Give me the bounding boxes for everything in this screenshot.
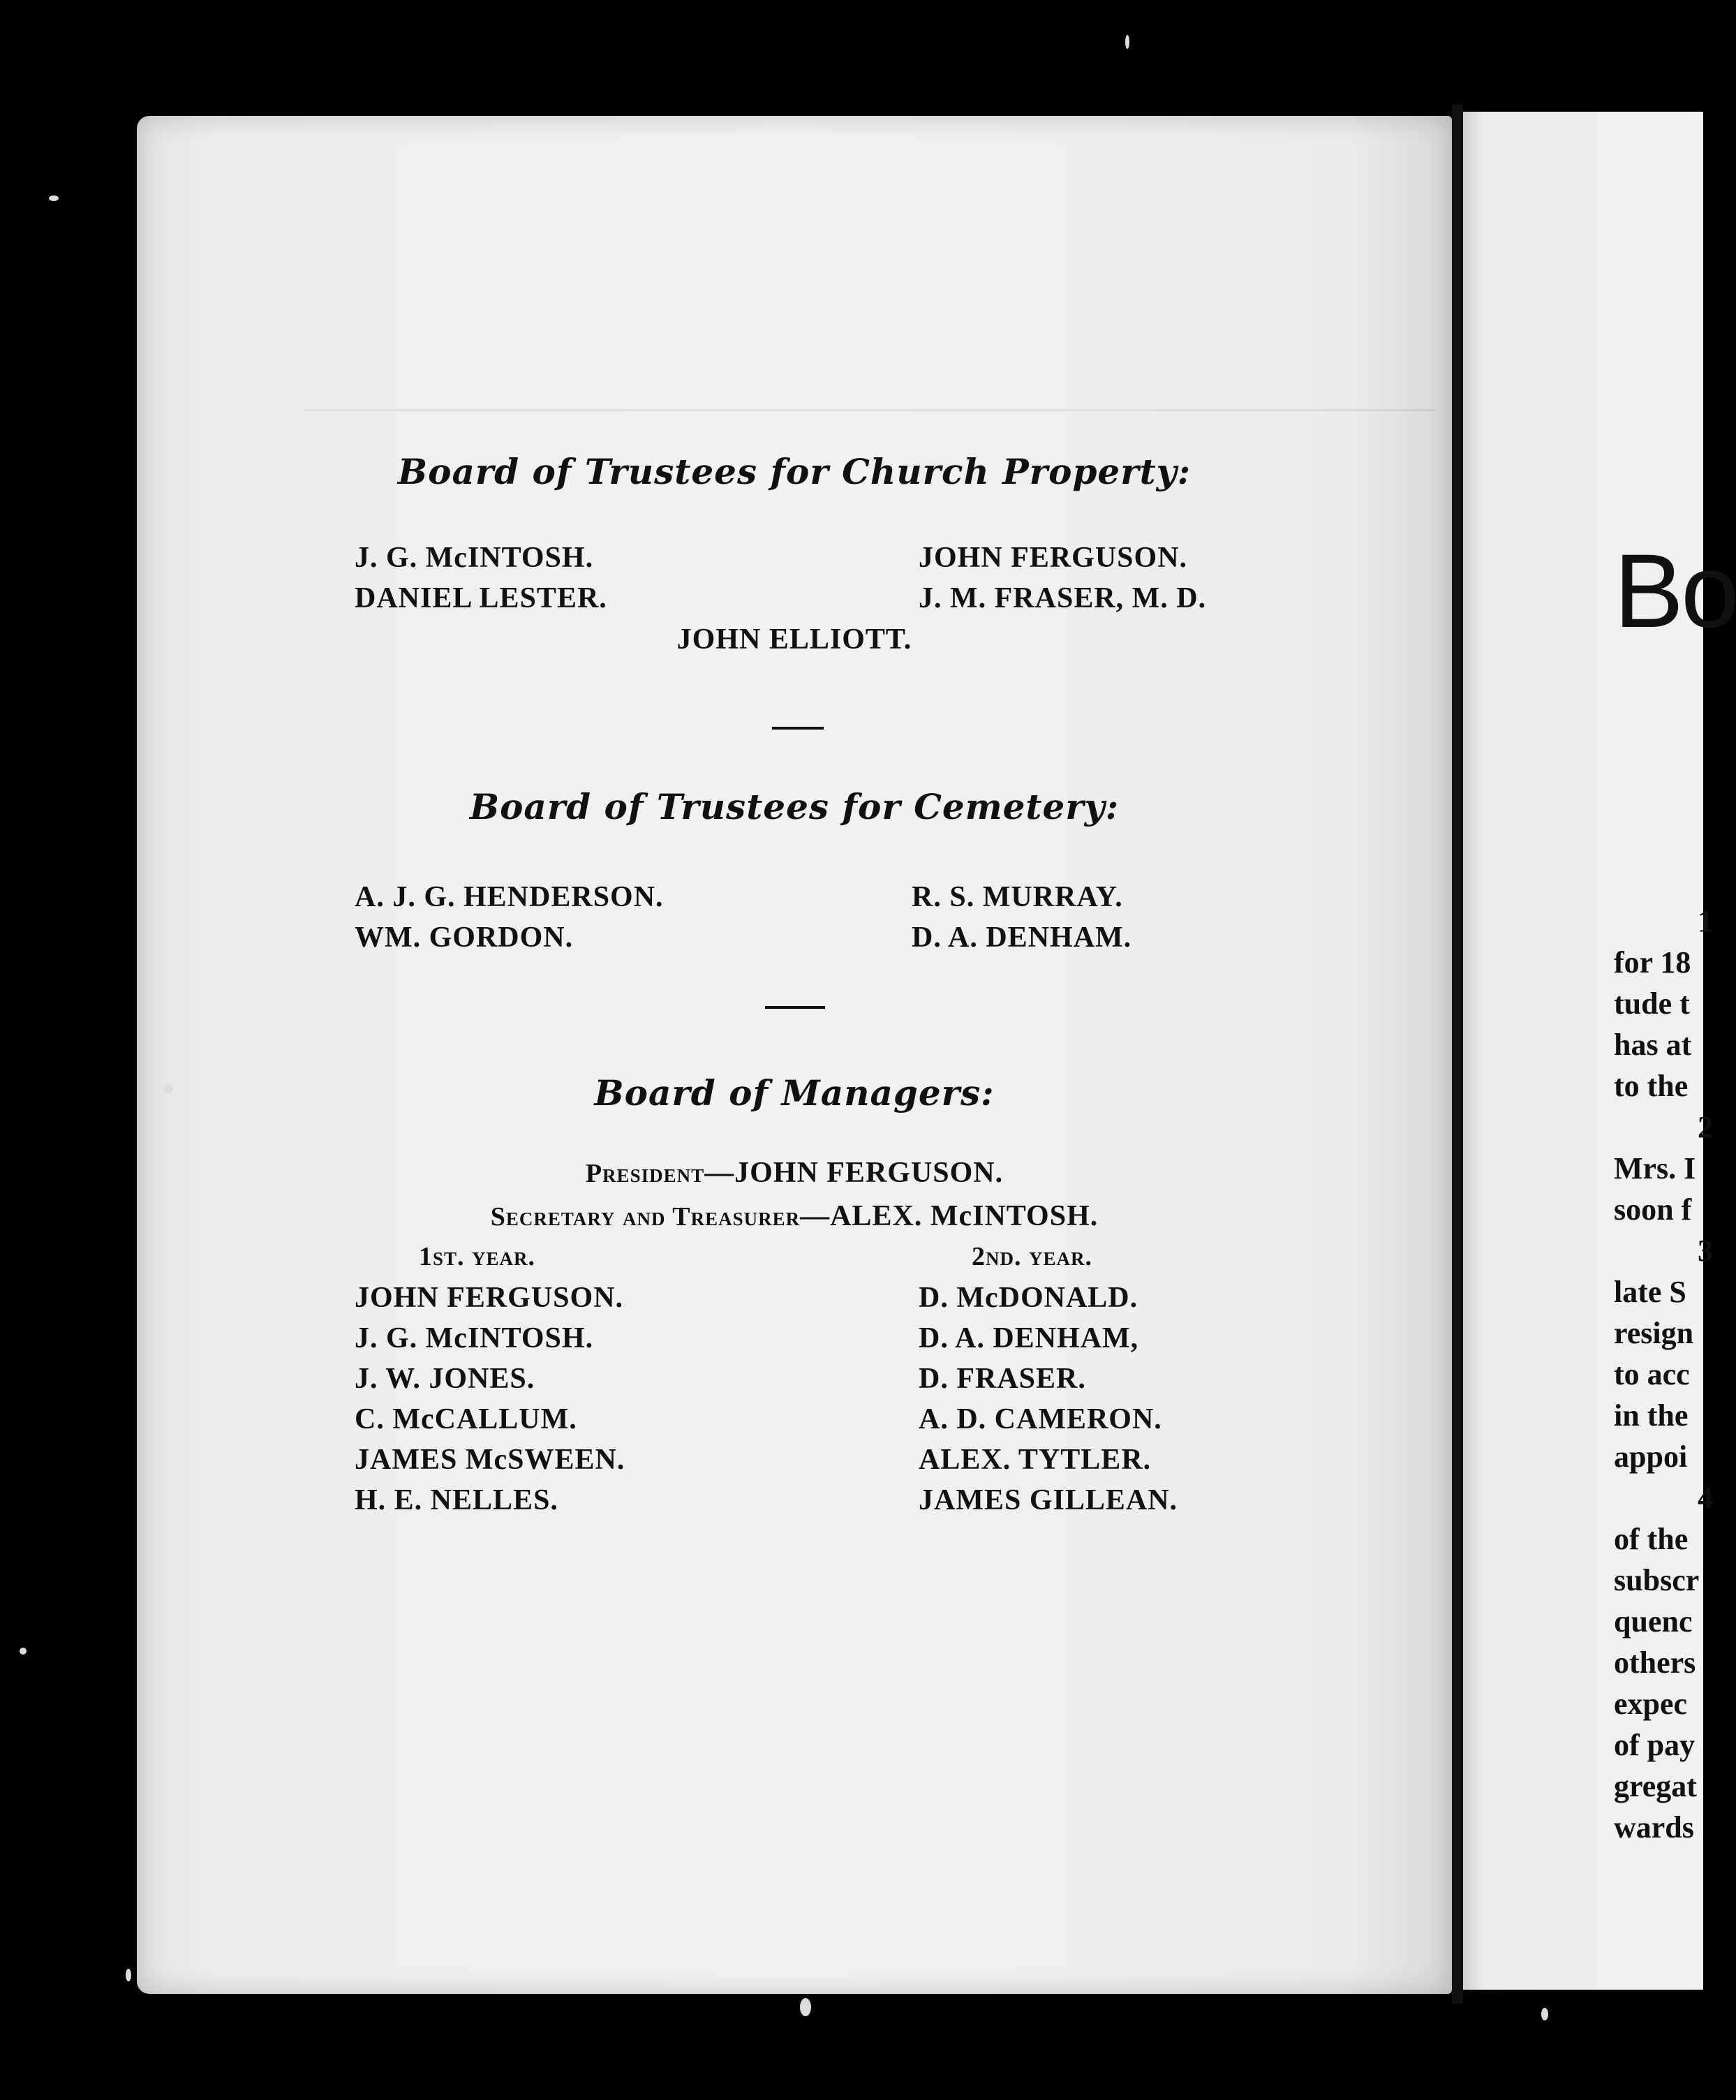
cemetery-trustees-heading: Board of Trustees for Cemetery:	[469, 786, 1120, 827]
cemetery-trustees-right-column	[912, 877, 1132, 958]
manager-name: D. A. DENHAM,	[919, 1322, 1139, 1354]
text-line: others	[1614, 1646, 1696, 1680]
trustee-name: J. M. FRASER, M. D.	[919, 582, 1207, 614]
section-divider	[765, 1006, 825, 1009]
church-trustees-right-column	[919, 538, 1206, 619]
text-line: for 18	[1614, 945, 1691, 979]
trustee-name: WM. GORDON.	[355, 922, 574, 954]
manager-name: C. McCALLUM.	[355, 1403, 577, 1435]
text-line: wards	[1614, 1810, 1694, 1844]
trustee-name: J. G. McINTOSH.	[355, 542, 594, 574]
president-name: —JOHN FERGUSON.	[704, 1157, 1004, 1189]
trustee-name: A. J. G. HENDERSON.	[355, 881, 664, 913]
trustee-name-center: JOHN ELLIOTT.	[676, 623, 912, 656]
text-line: to acc	[1614, 1357, 1690, 1391]
text-line: tude t	[1614, 986, 1690, 1021]
manager-name: ALEX. TYTLER.	[919, 1444, 1152, 1476]
text-line: in the	[1614, 1398, 1689, 1433]
facing-page-title-fragment: Bo	[1614, 532, 1736, 649]
text-line: quenc	[1614, 1604, 1693, 1639]
text-line: 4	[1698, 1481, 1713, 1515]
manager-name: D. FRASER.	[919, 1363, 1086, 1395]
trustee-name: DANIEL LESTER.	[355, 582, 607, 614]
church-trustees-left-column	[355, 538, 607, 619]
secretary-role: Secretary and Treasurer	[490, 1202, 801, 1232]
text-line: 1	[1698, 904, 1713, 938]
dust-speck	[800, 1998, 811, 2016]
text-line: 2	[1698, 1110, 1713, 1144]
manager-name: D. McDONALD.	[919, 1282, 1138, 1314]
dust-speck	[49, 195, 59, 201]
facing-page-text	[1614, 901, 1713, 1848]
trustee-name: JOHN FERGUSON.	[919, 542, 1188, 574]
text-line: 3	[1698, 1234, 1713, 1268]
trustee-name: D. A. DENHAM.	[912, 922, 1132, 954]
second-year-managers	[919, 1278, 1178, 1521]
first-year-label: 1st. year.	[419, 1242, 536, 1271]
left-page	[137, 116, 1452, 1994]
manager-name: JAMES McSWEEN.	[355, 1444, 625, 1476]
president-line	[137, 1156, 1452, 1190]
managers-heading: Board of Managers:	[594, 1072, 995, 1114]
dust-speck	[163, 1084, 173, 1093]
text-line: has at	[1614, 1028, 1692, 1062]
manager-name: J. G. McINTOSH.	[355, 1322, 594, 1354]
manager-name: JOHN FERGUSON.	[355, 1282, 624, 1314]
president-role: President	[585, 1159, 705, 1188]
manager-name: JAMES GILLEAN.	[919, 1484, 1178, 1516]
text-line: of pay	[1614, 1728, 1696, 1762]
text-line: expec	[1614, 1687, 1688, 1721]
text-line: soon f	[1614, 1192, 1692, 1227]
cemetery-trustees-left-column	[355, 877, 664, 958]
dust-speck	[1125, 35, 1129, 49]
book-gutter	[1452, 105, 1463, 2004]
text-line: late S	[1614, 1275, 1686, 1309]
text-line: Mrs. I	[1614, 1151, 1696, 1185]
manager-name: A. D. CAMERON.	[919, 1403, 1162, 1435]
section-divider	[772, 727, 824, 730]
text-line: of the	[1614, 1522, 1689, 1556]
dust-speck	[1541, 2008, 1548, 2020]
text-line: to the	[1614, 1069, 1689, 1103]
secretary-line	[137, 1199, 1452, 1233]
text-line: gregat	[1614, 1769, 1697, 1803]
secretary-name: —ALEX. McINTOSH.	[800, 1200, 1099, 1232]
dust-speck	[20, 1648, 27, 1655]
dust-speck	[126, 1969, 131, 1981]
text-line: subscr	[1614, 1563, 1700, 1597]
church-trustees-heading: Board of Trustees for Church Property:	[397, 451, 1192, 492]
text-line: resign	[1614, 1316, 1694, 1350]
trustee-name: R. S. MURRAY.	[912, 881, 1123, 913]
second-year-label: 2nd. year.	[972, 1242, 1093, 1271]
manager-name: J. W. JONES.	[355, 1363, 535, 1395]
text-line: appoi	[1614, 1440, 1688, 1474]
manager-name: H. E. NELLES.	[355, 1484, 558, 1516]
first-year-managers	[355, 1278, 625, 1521]
